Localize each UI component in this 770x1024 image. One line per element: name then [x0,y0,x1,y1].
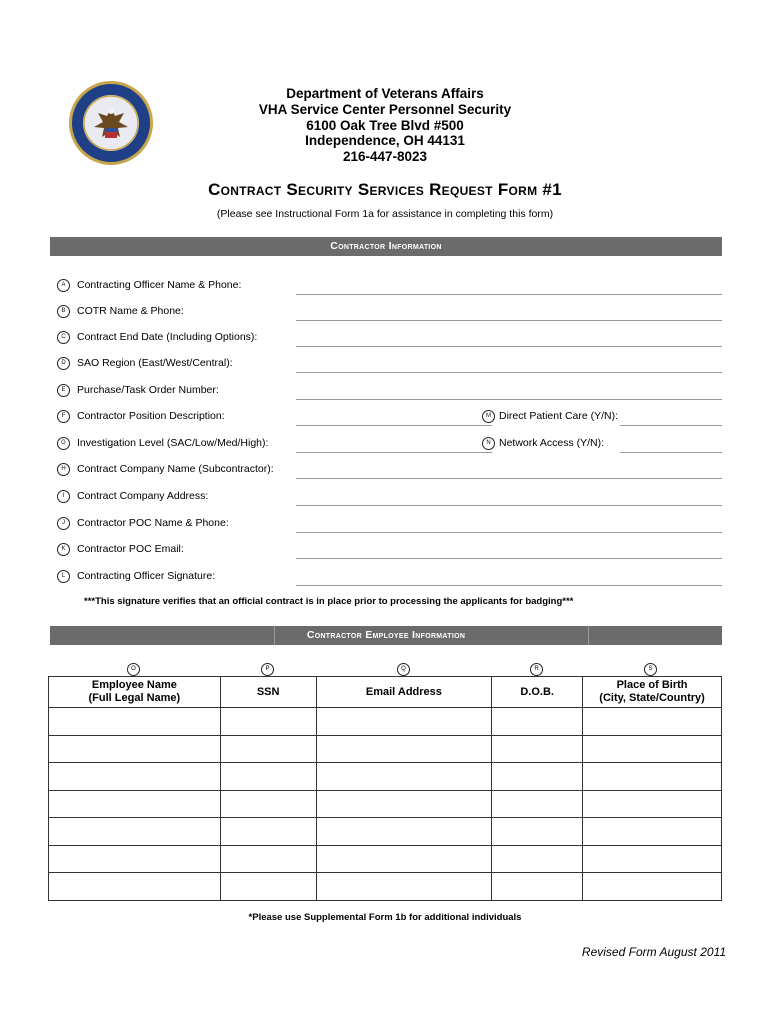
table-cell[interactable] [49,873,221,901]
table-cell[interactable] [583,845,722,873]
table-cell[interactable] [583,873,722,901]
field-label: Contractor POC Email: [77,543,184,555]
field-label: Contract Company Address: [77,490,209,502]
column-subtitle: (City, State/Country) [599,692,705,704]
contracting-officer-input[interactable] [296,294,722,295]
field-label: Contract Company Name (Subcontractor): [77,463,274,475]
form-title: Contract Security Services Request Form #1 [208,180,562,199]
contract-end-date-input[interactable] [296,346,722,347]
table-cell[interactable] [220,763,316,791]
field-network-access [482,437,722,459]
marker-p-icon: P [261,663,274,676]
poc-email-input[interactable] [296,558,722,559]
table-cell[interactable] [49,735,221,763]
field-cotr [57,305,722,327]
position-description-input[interactable] [296,425,492,426]
field-label: Purchase/Task Order Number: [77,384,219,396]
table-cell[interactable] [49,708,221,736]
bar-divider [588,626,589,645]
field-direct-patient-care [482,410,722,432]
table-header-row [49,677,722,708]
field-label: Contract End Date (Including Options): [77,331,258,343]
column-title: Place of Birth [616,679,688,691]
column-place-of-birth [583,677,722,708]
field-position-description [57,410,722,432]
table-cell[interactable] [220,790,316,818]
column-title: Email Address [365,685,442,698]
contractor-information-header [50,237,722,256]
field-label: Contractor POC Name & Phone: [77,517,229,529]
field-label: Network Access (Y/N): [499,437,605,449]
table-cell[interactable] [492,708,583,736]
field-purchase-order [57,384,722,406]
table-cell[interactable] [316,818,492,846]
marker-s-icon: S [644,663,657,676]
employee-information-header [50,626,722,645]
table-row [49,790,722,818]
signature-note: ***This signature verifies that an official contract is in place prior to processing the applicants for badging*** [84,596,574,607]
agency-street: 6100 Oak Tree Blvd #500 [306,117,464,133]
field-sao-region [57,357,722,379]
table-cell[interactable] [492,763,583,791]
field-label: Contracting Officer Signature: [77,570,216,582]
field-company-name [57,463,722,485]
investigation-level-input[interactable] [296,452,492,453]
table-cell[interactable] [220,818,316,846]
marker-m-icon: M [482,410,495,423]
marker-r-icon: R [530,663,543,676]
table-cell[interactable] [220,845,316,873]
table-row [49,873,722,901]
contractor-information-heading: Contractor Information [330,240,442,252]
direct-patient-care-input[interactable] [620,425,722,426]
table-cell[interactable] [492,735,583,763]
marker-o-icon: O [127,663,140,676]
va-seal-logo [68,80,154,166]
marker-a-icon: A [57,279,70,292]
column-employee-name [49,677,221,708]
agency-phone: 216-447-8023 [342,149,428,165]
field-contract-end-date [57,331,722,353]
marker-k-icon: K [57,543,70,556]
agency-office: VHA Service Center Personnel Security [258,101,512,117]
column-title: D.O.B. [520,685,554,698]
supplemental-note: *Please use Supplemental Form 1b for additional individuals [248,912,522,923]
marker-d-icon: D [57,357,70,370]
marker-h-icon: H [57,463,70,476]
table-cell[interactable] [492,790,583,818]
table-cell[interactable] [316,845,492,873]
employee-table [48,676,722,901]
table-cell[interactable] [316,708,492,736]
poc-name-input[interactable] [296,532,722,533]
table-cell[interactable] [492,845,583,873]
field-label: SAO Region (East/West/Central): [77,357,233,369]
network-access-input[interactable] [620,452,722,453]
marker-n-icon: N [482,437,495,450]
table-cell[interactable] [583,763,722,791]
agency-name: Department of Veterans Affairs [286,86,484,101]
table-cell[interactable] [49,790,221,818]
column-dob [492,677,583,708]
table-cell[interactable] [316,873,492,901]
field-poc-email [57,543,722,565]
employee-information-heading: Contractor Employee Information [306,629,466,641]
table-row [49,735,722,763]
marker-f-icon: F [57,410,70,423]
field-label: Investigation Level (SAC/Low/Med/High): [77,437,269,449]
agency-city: Independence, OH 44131 [305,133,465,149]
table-cell[interactable] [583,818,722,846]
marker-i-icon: I [57,490,70,503]
table-row [49,845,722,873]
officer-signature-input[interactable] [296,585,722,586]
marker-q-icon: Q [397,663,410,676]
marker-j-icon: J [57,517,70,530]
column-title: Employee Name [91,679,177,691]
revision-date: Revised Form August 2011 [581,945,726,959]
table-cell[interactable] [583,735,722,763]
marker-e-icon: E [57,384,70,397]
table-cell[interactable] [316,763,492,791]
company-address-input[interactable] [296,505,722,506]
field-officer-signature [57,570,722,592]
table-cell[interactable] [492,818,583,846]
company-name-input[interactable] [296,478,722,479]
field-label: Contracting Officer Name & Phone: [77,279,242,291]
cotr-input[interactable] [296,320,722,321]
table-cell[interactable] [316,735,492,763]
column-ssn [220,677,316,708]
field-label: Direct Patient Care (Y/N): [499,410,619,422]
sao-region-input[interactable] [296,372,722,373]
column-subtitle: (Full Legal Name) [88,692,181,704]
table-cell[interactable] [49,845,221,873]
table-cell[interactable] [220,735,316,763]
table-cell[interactable] [49,763,221,791]
marker-l-icon: L [57,570,70,583]
table-cell[interactable] [220,708,316,736]
field-label: Contractor Position Description: [77,410,225,422]
table-cell[interactable] [49,818,221,846]
marker-g-icon: G [57,437,70,450]
table-cell[interactable] [583,790,722,818]
field-company-address [57,490,722,512]
column-title: SSN [256,685,280,698]
table-cell[interactable] [220,873,316,901]
marker-b-icon: B [57,305,70,318]
table-cell[interactable] [583,708,722,736]
field-contracting-officer [57,279,722,301]
agency-header [180,86,590,165]
field-investigation-level [57,437,722,459]
purchase-order-input[interactable] [296,399,722,400]
marker-c-icon: C [57,331,70,344]
table-row [49,708,722,736]
column-email [316,677,492,708]
field-label: COTR Name & Phone: [77,305,184,317]
table-row [49,818,722,846]
table-cell[interactable] [316,790,492,818]
form-subtitle: (Please see Instructional Form 1a for assistance in completing this form) [216,208,554,220]
bar-divider [274,626,275,645]
field-poc-name [57,517,722,539]
table-row [49,763,722,791]
table-cell[interactable] [492,873,583,901]
